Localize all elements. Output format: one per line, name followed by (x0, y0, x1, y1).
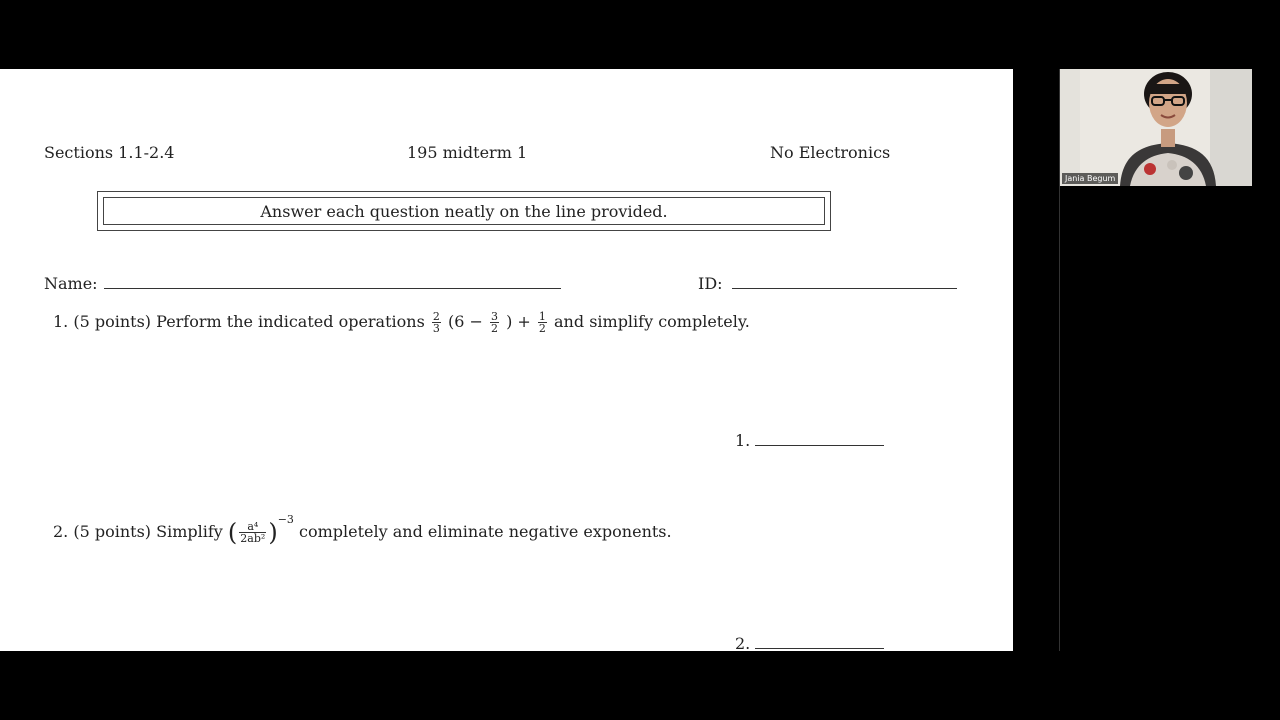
q2-fraction: $\frac{\text{a⁴}}{\text{2ab²}}$ (240, 520, 266, 545)
header-title: 195 midterm 1 (407, 143, 528, 162)
header-sections: Sections 1.1-2.4 (44, 143, 175, 162)
q1-points: (5 points) (73, 312, 152, 331)
participant-name: Jania Begum (1062, 173, 1118, 184)
q2-text-a: Simplify (156, 522, 223, 541)
q1-text-b: and simplify completely. (554, 312, 750, 331)
q2-text-b: completely and eliminate negative exponents. (299, 522, 672, 541)
question-2 (53, 511, 672, 547)
q2-exponent: −3 (277, 513, 294, 526)
q1-number: 1. (53, 312, 69, 331)
header-no-electronics: No Electronics (770, 143, 891, 162)
name-label: Name: (44, 274, 98, 293)
q2-answer-label: 2. (735, 634, 751, 651)
instructions-box (97, 191, 831, 231)
q1-fraction-2: $\frac{3}{2}$ (491, 310, 498, 335)
document-page (0, 69, 1013, 651)
q2-number: 2. (53, 522, 69, 541)
id-label: ID: (698, 274, 723, 293)
q2-open-paren: ( (227, 518, 238, 547)
instructions-text: Answer each question neatly on the line provided. (103, 197, 825, 225)
participant-video-icon (1060, 69, 1252, 186)
participant-video-tile[interactable] (1060, 69, 1252, 186)
q2-points: (5 points) (73, 522, 152, 541)
name-answer-line[interactable] (104, 288, 561, 289)
q1-open: (6 − (447, 312, 483, 331)
q1-text-a: Perform the indicated operations (156, 312, 425, 331)
q1-answer-label: 1. (735, 431, 751, 450)
q1-close: ) + (506, 312, 531, 331)
q2-close-paren: ) (268, 518, 278, 547)
q1-fraction-1: $\frac{2}{3}$ (432, 310, 440, 335)
q1-answer-line[interactable] (755, 445, 884, 446)
q2-answer-line[interactable] (755, 648, 884, 649)
question-1 (53, 311, 750, 334)
id-answer-line[interactable] (732, 288, 957, 289)
q1-fraction-3: $\frac{1}{2}$ (538, 310, 546, 335)
